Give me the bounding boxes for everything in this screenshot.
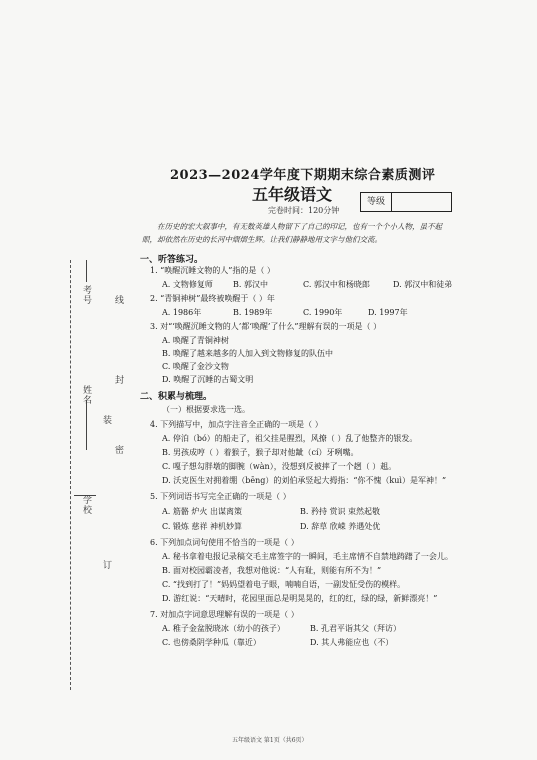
- q6-option-a: A. 秘书拿着电报记录稿交毛主席签字的一瞬间，毛主席情不自禁地踌躇了一会儿。: [162, 552, 453, 561]
- q4-option-c: C. 嘎子想勾胖墩的脚腕（wàn），没想到反被摔了一个趔（ ）趄。: [162, 462, 397, 471]
- question-5: 5. 下列词语书写完全正确的一项是（ ）: [150, 492, 291, 501]
- section-2-subheading: （一）根据要求选一选。: [162, 405, 250, 414]
- question-2: 2. “青铜神树”最终被唤醒于（ ）年: [150, 294, 275, 303]
- q5-option-c: C. 锻炼 慈祥 神机妙算: [162, 522, 243, 531]
- q5-option-b: B. 矜持 赏识 束然起敬: [300, 507, 381, 516]
- question-3: 3. 对“‘唤醒沉睡文物的人’都‘唤醒’了什么”理解有误的一项是（ ）: [150, 322, 382, 331]
- school-underline: [74, 495, 96, 496]
- school-label: 学校: [81, 495, 91, 515]
- section-accumulation: 二、积累与梳理。: [140, 392, 213, 402]
- q3-option-d: D. 唤醒了沉睡的古蜀文明: [162, 375, 254, 384]
- intro-paragraph: 在历史的宏大叙事中，有无数英雄人物留下了自己的印记，也有一个个小人物，虽不起眼，却依然在历史的长河中熠熠生辉。让我们静静地用文字与他们交流。: [142, 222, 442, 244]
- binding-mark-zhuang: 装: [101, 415, 111, 425]
- q7-option-d: D. 其人弗能应也（不）: [310, 638, 394, 647]
- q6-option-b: B. 面对校园霸凌者，我想对他说：“人有耻，则能有所不为！”: [162, 566, 382, 575]
- q2-option-b: B. 1989年: [233, 308, 273, 317]
- q7-option-a: A. 稚子金盆脱晓冰（幼小的孩子）: [162, 624, 285, 633]
- question-4: 4. 下列描写中，加点字注音全正确的一项是（ ）: [150, 420, 323, 429]
- exam-no-label: 考号: [81, 285, 91, 305]
- q1-option-c: C. 郭汉中和杨晓郎: [303, 280, 370, 289]
- q7-option-c: C. 也傍桑阴学种瓜（靠近）: [162, 638, 261, 647]
- q4-option-a: A. 停泊（bó）的船走了，祖父挂是腥烈，风撩（ ）乱了他整齐的银发。: [162, 434, 418, 443]
- exam-time: 完卷时间：120分钟: [268, 206, 340, 215]
- q6-option-d: D. 游红说：“天晴时，花园里面总是明晃晃的，红的红，绿的绿，新鲜漂亮！”: [162, 594, 438, 603]
- exam-title: 2023—2024学年度下期期末综合素质测评: [170, 168, 436, 183]
- q3-option-b: B. 唤醒了越来越多的人加入到文物修复的队伍中: [162, 349, 333, 358]
- q1-option-a: A. 文物修复师: [162, 280, 213, 289]
- q2-option-c: C. 1990年: [303, 308, 343, 317]
- grade-label: 等级: [361, 193, 392, 211]
- binding-mark-ding: 订: [101, 560, 111, 570]
- q5-option-a: A. 筋骼 炉火 出谋离策: [162, 507, 242, 516]
- name-label: 姓名: [81, 385, 91, 405]
- exam-no-underline: [86, 260, 87, 282]
- question-7: 7. 对加点字词意思理解有误的一项是（ ）: [150, 610, 299, 619]
- q1-option-d: D. 郭汉中和徒弟: [393, 280, 453, 289]
- section-listening: 一、听答练习。: [140, 255, 204, 265]
- q2-option-d: D. 1997年: [368, 308, 408, 317]
- binding-dashed-line: [70, 260, 71, 690]
- name-underline: [86, 400, 87, 450]
- binding-seal-char: 封: [113, 375, 123, 385]
- grade-blank[interactable]: [392, 193, 451, 211]
- grade-box: [360, 192, 452, 212]
- question-6: 6. 下列加点词句使用不恰当的一项是（ ）: [150, 538, 299, 547]
- q7-option-b: B. 孔君平诣其父（拜访）: [310, 624, 401, 633]
- q3-option-a: A. 唤醒了青铜神树: [162, 336, 229, 345]
- q3-option-c: C. 唤醒了金沙文物: [162, 362, 229, 371]
- q1-option-b: B. 郭汉中: [233, 280, 268, 289]
- question-1: 1. “唤醒沉睡文物的人”指的是（ ）: [150, 266, 275, 275]
- binding-secret-char: 密: [113, 445, 123, 455]
- q5-option-d: D. 辞草 欣嵘 养遇处优: [300, 522, 381, 531]
- q6-option-c: C. “找到打了！”妈妈望着电子眼，喃喃自语，一副发怔受伤的模样。: [162, 580, 406, 589]
- exam-subtitle: 五年级语文: [252, 185, 333, 204]
- q4-option-b: B. 男孩成哼（ ）着猴子，猴子却对他龇（cí）牙咧嘴。: [162, 448, 359, 457]
- page-footer: 五年级语文 第1页（共6页）: [232, 737, 308, 744]
- q4-option-d: D. 沃克医生对拥着绷（bēng）的刘伯承竖起大拇指：“你不愧（kuì）是军神！”: [162, 476, 447, 485]
- q2-option-a: A. 1986年: [162, 308, 202, 317]
- binding-line-char: 线: [113, 295, 123, 305]
